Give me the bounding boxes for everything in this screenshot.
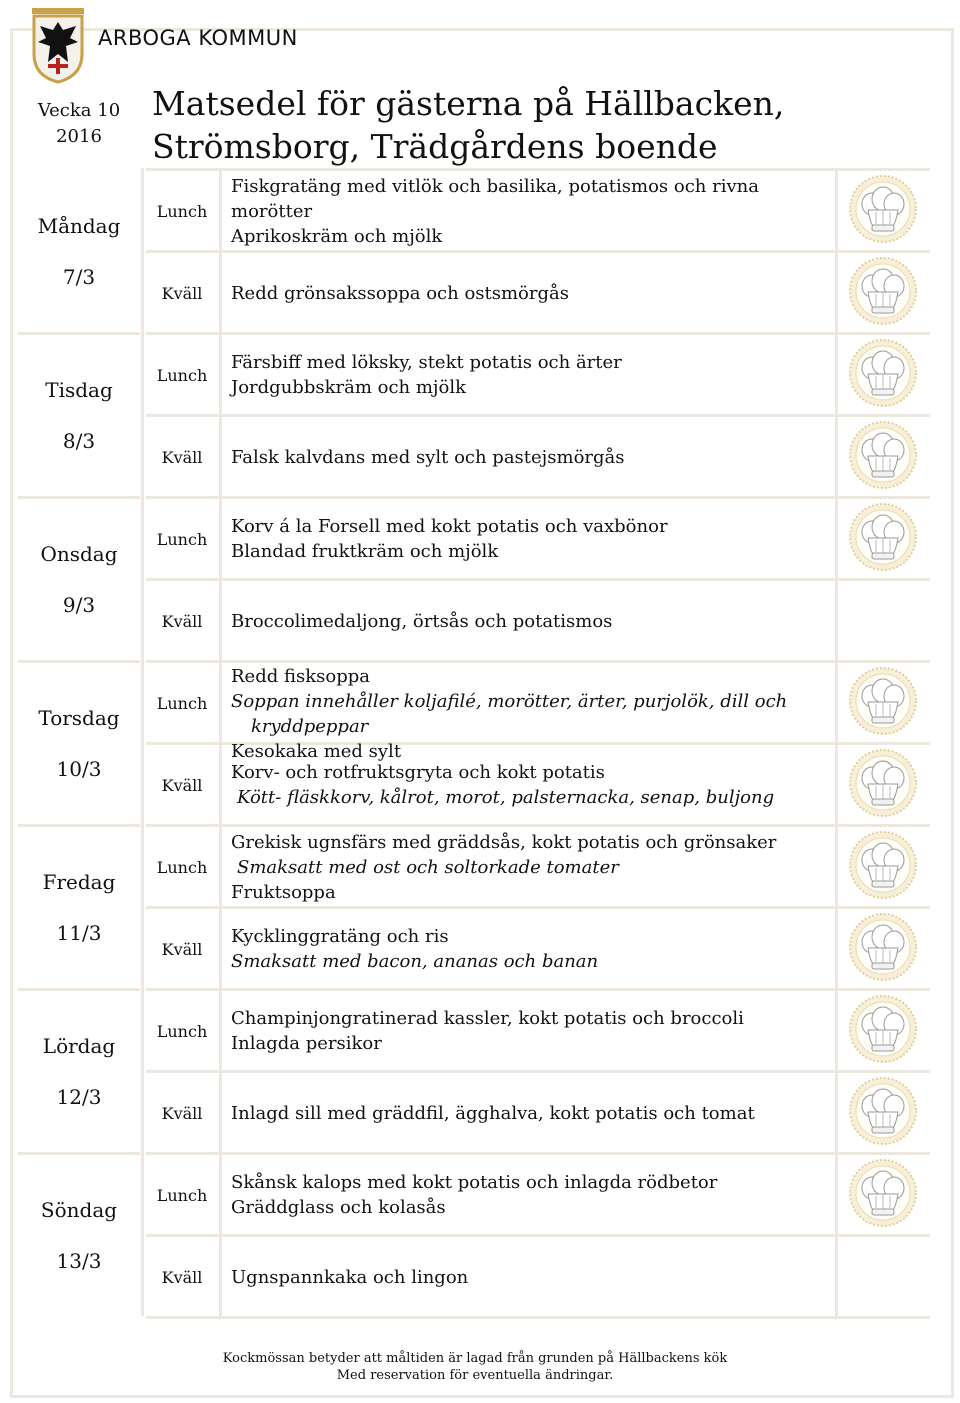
day-date: 9/3 bbox=[62, 593, 96, 617]
evening-dishes bbox=[231, 445, 831, 470]
row-divider bbox=[146, 332, 930, 335]
footer-line-1: Kockmössan betyder att måltiden är lagad från grunden på Hällbackens kök bbox=[222, 1351, 728, 1366]
day-divider bbox=[18, 824, 140, 827]
chef-hat-icon bbox=[848, 174, 918, 244]
chef-hat-icon bbox=[848, 1158, 918, 1228]
chef-hat-icon bbox=[848, 1076, 918, 1146]
evening-dishes bbox=[231, 609, 831, 634]
evening-dishes bbox=[231, 281, 831, 306]
chef-hat-icon bbox=[848, 666, 918, 736]
week-label bbox=[18, 98, 140, 150]
lunch-dishes bbox=[231, 1170, 831, 1220]
day-name: Måndag bbox=[37, 214, 121, 238]
day-name: Onsdag bbox=[40, 542, 118, 566]
column-divider bbox=[141, 168, 144, 1316]
lunch-dishes bbox=[231, 830, 831, 905]
day-name: Söndag bbox=[40, 1198, 118, 1222]
day-name: Fredag bbox=[42, 870, 116, 894]
day-divider bbox=[18, 988, 140, 991]
half-row-divider bbox=[146, 1070, 930, 1073]
day-divider bbox=[18, 1152, 140, 1155]
row-divider bbox=[146, 824, 930, 827]
half-row-divider bbox=[146, 1234, 930, 1237]
chef-hat-icon bbox=[848, 748, 918, 818]
row-divider bbox=[146, 168, 930, 171]
dish-line: Gräddglass och kolasås bbox=[231, 1197, 446, 1218]
dish-line: Broccolimedaljong, örtsås och potatismos bbox=[231, 610, 613, 632]
meal-label-evening: Kväll bbox=[161, 612, 203, 631]
evening-dishes bbox=[231, 1101, 831, 1126]
dish-line: Kycklinggratäng och ris bbox=[231, 926, 449, 947]
half-row-divider bbox=[146, 414, 930, 417]
meal-label-lunch: Lunch bbox=[156, 694, 208, 713]
meal-label-evening: Kväll bbox=[161, 776, 203, 795]
dish-line: Skånsk kalops med kokt potatis och inlagda rödbetor bbox=[231, 1172, 718, 1193]
meal-label-evening: Kväll bbox=[161, 1268, 203, 1287]
day-divider bbox=[18, 496, 140, 499]
meal-label-lunch: Lunch bbox=[156, 530, 208, 549]
dish-line: Ugnspannkaka och lingon bbox=[231, 1266, 469, 1288]
dish-line: Champinjongratinerad kassler, kokt potatis och broccoli bbox=[231, 1008, 744, 1029]
dish-line: Redd fisksoppa bbox=[231, 666, 370, 687]
dish-line: Korv á la Forsell med kokt potatis och vaxbönor bbox=[231, 516, 668, 537]
title-line-2: Strömsborg, Trädgårdens boende bbox=[152, 127, 718, 166]
meal-label-lunch: Lunch bbox=[156, 858, 208, 877]
logo bbox=[30, 5, 298, 85]
day-name: Torsdag bbox=[38, 706, 120, 730]
dish-note-line: Soppan innehåller koljafilé, morötter, ärter, purjolök, dill och bbox=[231, 691, 788, 712]
dish-line: Färsbiff med löksky, stekt potatis och ärter bbox=[231, 352, 622, 373]
dish-line: Aprikoskräm och mjölk bbox=[231, 225, 443, 247]
evening-dishes bbox=[231, 924, 831, 974]
day-date: 8/3 bbox=[62, 429, 96, 453]
meal-label-lunch: Lunch bbox=[156, 202, 208, 221]
lunch-dishes bbox=[231, 514, 831, 564]
meal-label-evening: Kväll bbox=[161, 284, 203, 303]
lunch-dishes bbox=[231, 664, 831, 764]
day-divider bbox=[18, 332, 140, 335]
row-divider bbox=[146, 496, 930, 499]
dish-line: Inlagd sill med gräddfil, ägghalva, kokt potatis och tomat bbox=[231, 1102, 755, 1124]
day-divider bbox=[18, 660, 140, 663]
meal-label-lunch: Lunch bbox=[156, 366, 208, 385]
title-line-1: Matsedel för gästerna på Hällbacken, bbox=[152, 84, 785, 123]
half-row-divider bbox=[146, 250, 930, 253]
evening-dishes bbox=[231, 760, 831, 810]
footer-line-2: Med reservation för eventuella ändringar. bbox=[336, 1368, 614, 1383]
chef-hat-icon bbox=[848, 994, 918, 1064]
footer-note bbox=[150, 1350, 800, 1384]
chef-hat-icon bbox=[848, 830, 918, 900]
row-divider bbox=[146, 988, 930, 991]
day-name: Tisdag bbox=[45, 378, 113, 402]
day-date: 12/3 bbox=[56, 1085, 102, 1109]
lunch-dishes bbox=[231, 350, 831, 400]
meal-label-evening: Kväll bbox=[161, 448, 203, 467]
dish-line: Redd grönsakssoppa och ostsmörgås bbox=[231, 282, 569, 304]
day-date: 11/3 bbox=[56, 921, 102, 945]
dish-line: Fiskgratäng med vitlök och basilika, potatismos och rivna bbox=[231, 175, 759, 197]
evening-dishes bbox=[231, 1265, 831, 1290]
day-date: 7/3 bbox=[62, 265, 96, 289]
meal-label-lunch: Lunch bbox=[156, 1186, 208, 1205]
meal-label-lunch: Lunch bbox=[156, 1022, 208, 1041]
chef-hat-icon bbox=[848, 256, 918, 326]
chef-hat-icon bbox=[848, 420, 918, 490]
meal-label-evening: Kväll bbox=[161, 1104, 203, 1123]
chef-hat-icon bbox=[848, 338, 918, 408]
dish-line: Kesokaka med sylt bbox=[231, 741, 402, 762]
dish-note-line: kryddpeppar bbox=[251, 716, 369, 737]
meal-label-evening: Kväll bbox=[161, 940, 203, 959]
row-divider bbox=[146, 660, 930, 663]
chef-hat-icon bbox=[848, 502, 918, 572]
dish-line: Korv- och rotfruktsgryta och kokt potatis bbox=[231, 762, 605, 783]
week-year: 2016 bbox=[56, 126, 102, 147]
org-name: ARBOGA KOMMUN bbox=[98, 26, 298, 50]
dish-line: Inlagda persikor bbox=[231, 1033, 382, 1054]
half-row-divider bbox=[146, 578, 930, 581]
day-name: Lördag bbox=[42, 1034, 116, 1058]
table-bottom-line bbox=[146, 1316, 930, 1319]
lunch-dishes bbox=[231, 174, 831, 249]
coat-of-arms-icon bbox=[30, 6, 86, 84]
day-date: 13/3 bbox=[56, 1249, 102, 1273]
half-row-divider bbox=[146, 906, 930, 909]
dish-line: Blandad fruktkräm och mjölk bbox=[231, 541, 499, 562]
dish-note-line: Smaksatt med bacon, ananas och banan bbox=[231, 951, 599, 972]
dish-note-line: Kött- fläskkorv, kålrot, morot, palsternacka, senap, buljong bbox=[237, 787, 775, 808]
dish-line: morötter bbox=[231, 200, 313, 222]
day-date: 10/3 bbox=[56, 757, 102, 781]
page-title bbox=[152, 82, 932, 168]
dish-line: Falsk kalvdans med sylt och pastejsmörgås bbox=[231, 446, 625, 468]
dish-line: Grekisk ugnsfärs med gräddsås, kokt potatis och grönsaker bbox=[231, 831, 777, 853]
chef-hat-icon bbox=[848, 912, 918, 982]
dish-note-line: Smaksatt med ost och soltorkade tomater bbox=[237, 856, 619, 878]
dish-line: Fruktsoppa bbox=[231, 881, 336, 903]
week-number: Vecka 10 bbox=[37, 100, 121, 121]
row-divider bbox=[146, 1152, 930, 1155]
lunch-dishes bbox=[231, 1006, 831, 1056]
dish-line: Jordgubbskräm och mjölk bbox=[231, 377, 466, 398]
